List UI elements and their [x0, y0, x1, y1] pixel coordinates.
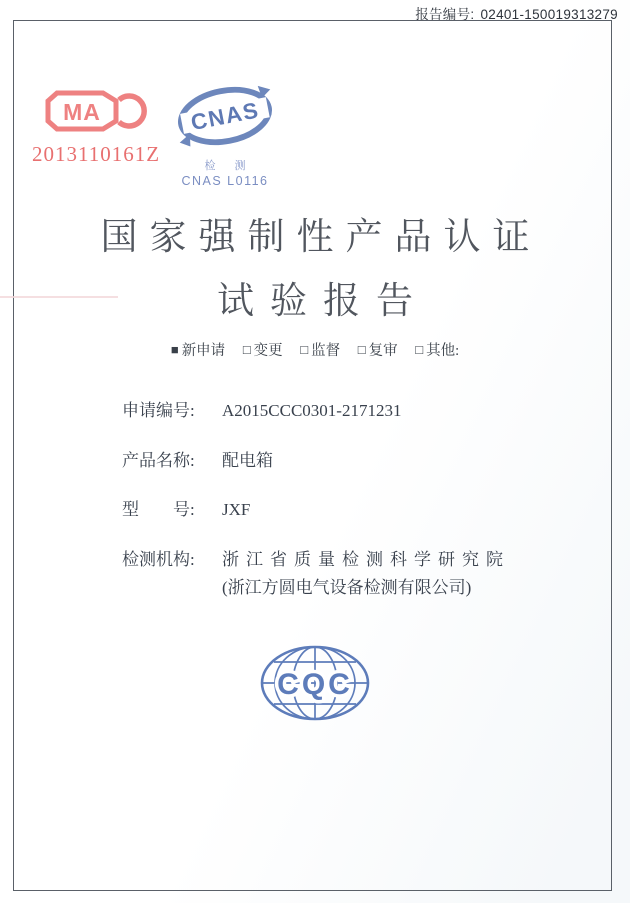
title-line-1: 国家强制性产品认证: [100, 217, 542, 258]
checkbox-unchecked-icon: □: [357, 342, 366, 357]
checkbox-label: 变更: [253, 343, 283, 359]
cma-letters: MA: [63, 99, 101, 125]
application-type-option-review: [358, 343, 398, 359]
field-value: 浙江省质量检测科学研究院: [222, 550, 510, 569]
field-value: 配电箱: [222, 451, 273, 470]
cnas-accreditation-number: CNAS L0116: [181, 174, 269, 188]
field-application-number: [122, 396, 401, 421]
field-test-agency: [122, 545, 510, 570]
cnas-letters: CNAS: [188, 97, 262, 136]
field-product-name: [122, 446, 273, 471]
field-value: A2015CCC0301-2171231: [222, 401, 402, 420]
cnas-logo-block: [168, 83, 282, 188]
cma-license-number: 2013110161Z: [31, 142, 161, 166]
field-label: 产品名称:: [122, 451, 195, 470]
application-type-option-new: [171, 343, 225, 359]
cma-accreditation-icon: [43, 88, 149, 134]
cqc-letters: CQC: [277, 668, 353, 701]
application-type-option-other: [415, 343, 459, 359]
field-label: 型 号:: [122, 500, 195, 519]
checkbox-unchecked-icon: □: [242, 342, 251, 357]
field-label: 申请编号:: [122, 401, 195, 420]
application-type-option-supervision: [300, 343, 340, 359]
field-label: 检测机构:: [122, 550, 195, 569]
checkbox-unchecked-icon: □: [415, 342, 424, 357]
cnas-accreditation-icon: [172, 83, 278, 149]
document-title: [0, 216, 630, 324]
report-number-value: 02401-150019313279: [480, 7, 618, 22]
checkbox-checked-icon: ■: [170, 342, 179, 357]
checkbox-label: 新申请: [181, 343, 226, 359]
checkbox-label: 监督: [311, 343, 341, 359]
cqc-logo-icon: [258, 644, 372, 722]
application-type-option-change: [243, 343, 283, 359]
title-line-2: 试验报告: [217, 281, 429, 322]
checkbox-label: 其他:: [426, 343, 460, 359]
cma-logo-block: [26, 88, 166, 167]
field-value: JXF: [222, 500, 251, 519]
cqc-logo-block: [258, 644, 372, 727]
report-number-label: 报告编号:: [415, 7, 475, 22]
field-model: [122, 495, 250, 520]
checkbox-unchecked-icon: □: [300, 342, 309, 357]
field-test-agency-subsidiary: (浙江方圆电气设备检测有限公司): [222, 578, 472, 597]
application-type-row: [0, 339, 630, 360]
cnas-caption: 检 测: [204, 160, 254, 172]
checkbox-label: 复审: [368, 343, 398, 359]
